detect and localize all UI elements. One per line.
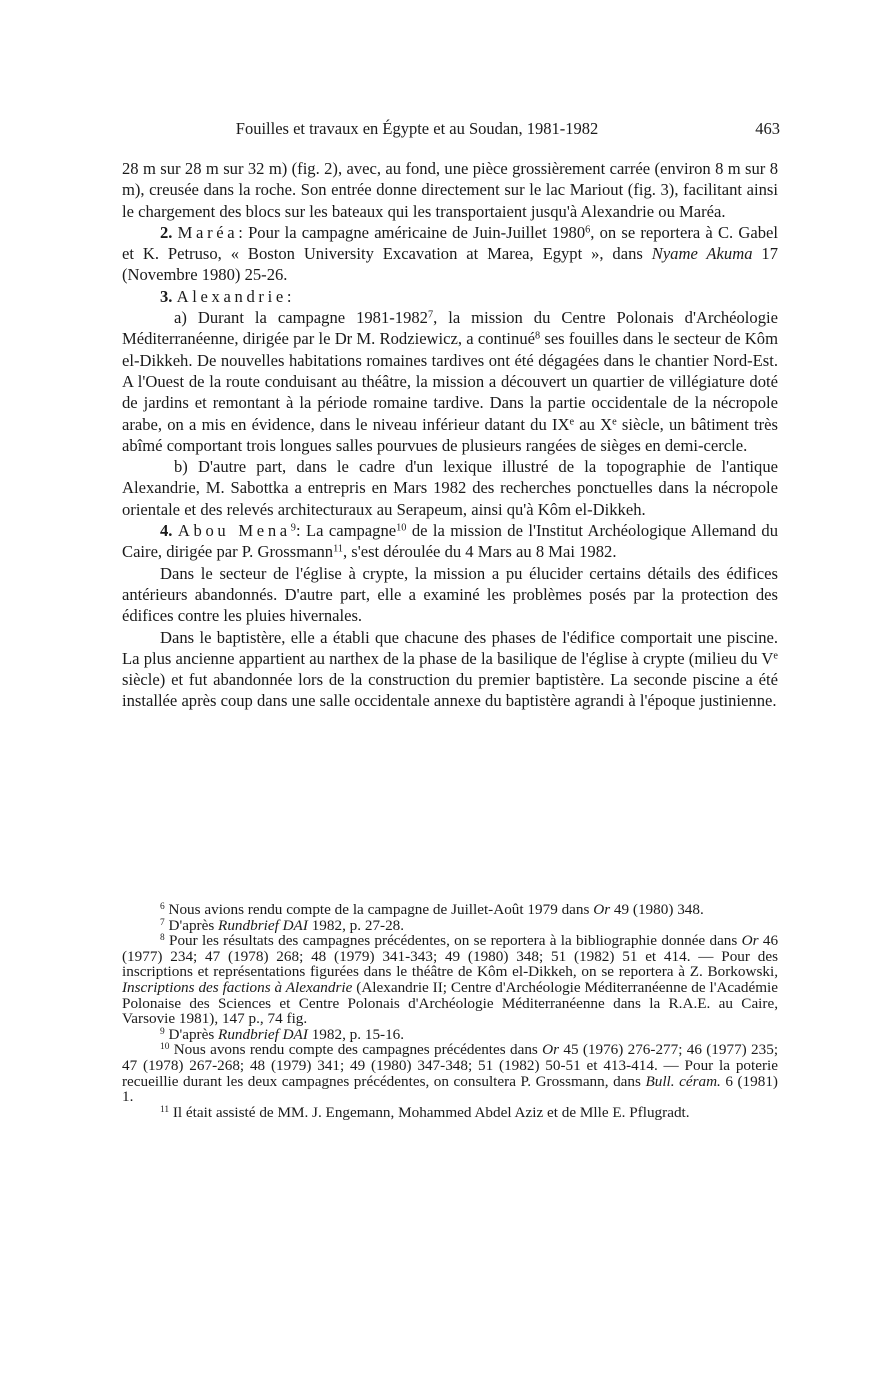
footnote-9: $^9$ D'après Rundbrief DAI 1982, p. 15-16. <box>160 1025 405 1043</box>
footnote-7: $^7$ D'après Rundbrief DAI 1982, p. 27-28. <box>160 916 405 934</box>
paragraph-mariout: 28 m sur 28 m sur 32 m) (fig. 2), avec, au fond, une pièce grossièrement carrée (environ 8 m sur 8 m), creusée dans la roche. Son entrée donne directement sur le lac Mariout (fig. 3), facilitant ainsi le chargement des blocs sur les bateaux qui les transportaient jusqu'à Alexandrie ou Maréa. <box>122 159 778 221</box>
footnote-ref-10[interactable]: 10 <box>396 522 407 534</box>
paragraph-marea: 2. Maréa: Pour la campagne américaine de Juin-Juillet 1980$^6$, on se reportera à C. Gabel et K. Petruso, « Boston University Excavation at Marea, Egypt », dans Nyame Akuma 17 (Novembre 1980) 25-26. <box>122 222 778 285</box>
paragraph-crypte: Dans le secteur de l'église à crypte, la mission a pu élucider certains détails des édifices antérieurs abandonnés. D'autre part, elle a examiné les problèmes posés par la protection des édifices contre les pluies hivernales. <box>122 563 778 626</box>
footnote-11: $^{11}$ Il était assisté de MM. J. Engemann, Mohammed Abdel Aziz et de Mlle E. Pflugradt. <box>160 1103 690 1121</box>
heading-alexandrie: 3. Alexandrie: <box>160 286 292 306</box>
site-name-abou-mena: Abou Mena <box>177 521 291 541</box>
footnote-6: $^6$ Nous avions rendu compte de la campagne de Juillet-Août 1979 dans Or 49 (1980) 348. <box>160 901 704 918</box>
footnote-8: $^8$ Pour les résultats des campagnes précédentes, on se reportera à la bibliographie donnée dans Or 46 (1977) 234; 47 (1978) 268; 48 (1979) 341-343; 49 (1980) 348; 51 (1982) 51 et 414. — Pour des inscriptions et représentations figurées dans le théâtre de Kôm el-Dikkeh, on se reportera à Z. Borkowski, Inscriptions des factions à Alexandrie (Alexandrie II; Centre d'Archéologie Méditerranéenne de l'Académie Polonaise des Sciences et Centre Polonais d'Archéologie Méditerranéenne dans la R.A.E. au Caire, Varsovie 1981), 147 p., 74 fig. <box>122 932 779 1028</box>
paragraph-baptistere: Dans le baptistère, elle a établi que chacune des phases de l'édifice comportait une piscine. La plus ancienne appartient au narthex de la phase de la basilique de l'église à crypte (milieu du Ve siècle) et fut abandonnée lors de la construction du premier baptistère. La seconde piscine a été installée après coup dans une salle occidentale annexe du baptistère agrandi à l'époque justinienne. <box>122 627 778 711</box>
site-name-marea: Maréa <box>177 222 239 242</box>
footnote-10: $^{10}$ Nous avons rendu compte des campagnes précédentes dans Or 45 (1976) 276-277; 46 (1977) 235; 47 (1978) 267-268; 48 (1979) 341; 49 (1980) 347-348; 51 (1982) 50-51 et 413-414. — Pour la poterie recueillie durant les deux campagnes précédentes, on consultera P. Grossmann, dans Bull. céram. 6 (1981) 1. <box>122 1041 779 1106</box>
main-text <box>122 158 778 712</box>
footnote-ref-9[interactable]: 9 <box>290 522 296 534</box>
page-number: 463 <box>755 119 780 138</box>
paragraph-alexandrie-b: b) D'autre part, dans le cadre d'un lexique illustré de la topographie de l'antique Alexandrie, M. Sabottka a entrepris en Mars 1982 des recherches ponctuelles dans la nécropole orientale et des relevés architecturaux au Serapeum, ainsi qu'à Kôm el-Dikkeh. <box>122 457 778 519</box>
site-name-alexandrie: Alexandrie <box>176 286 287 306</box>
footnotes <box>122 902 778 1120</box>
footnote-ref-6[interactable]: 6 <box>585 224 591 236</box>
footnote-ref-8[interactable]: 8 <box>534 330 541 342</box>
running-title: Fouilles et travaux en Égypte et au Soudan, 1981-1982 <box>235 119 599 138</box>
paragraph-alexandrie-a: a) Durant la campagne 1981-1982$^7$, la mission du Centre Polonais d'Archéologie Méditerranéenne, dirigée par le Dr M. Rodziewicz, a continué$^8$ ses fouilles dans le secteur de Kôm el-Dikkeh. De nouvelles habitations romaines tardives ont été dégagées dans le chantier Nord-Est. A l'Ouest de la route conduisant au théâtre, la mission a découvert un quartier de villégiature doté de jardins et remontant à la période romaine tardive. Dans la partie occidentale de la nécropole arabe, on a mis en évidence, dans le niveau inférieur datant du IXe au Xe siècle, un bâtiment très abîmé comportant trois longues salles pourvues de plusieurs rangées de sièges en demi-cercle. <box>122 308 779 455</box>
paragraph-abou-mena: 4. Abou Mena$^9$: La campagne$^{10}$ de la mission de l'Institut Archéologique Allemand du Caire, dirigée par P. Grossmann$^{11}$, s'est déroulée du 4 Mars au 8 Mai 1982. <box>122 521 778 562</box>
footnote-ref-11[interactable]: 11 <box>333 543 343 555</box>
footnote-ref-7[interactable]: 7 <box>427 309 434 321</box>
